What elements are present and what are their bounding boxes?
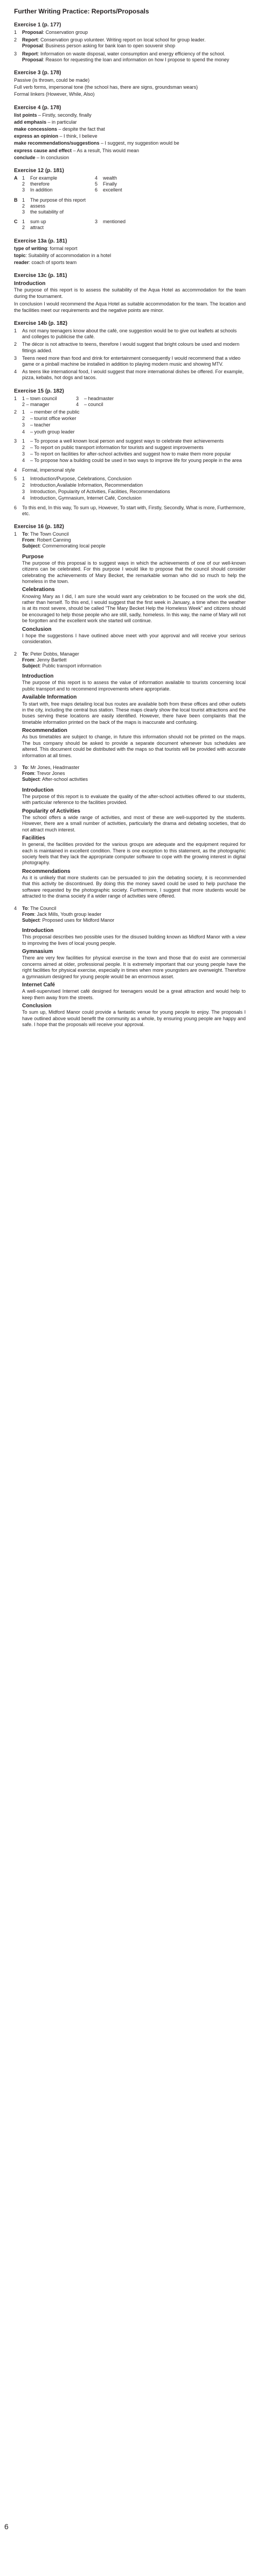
memo-header-line [22, 765, 246, 771]
exercise-title: Exercise 12 (p. 181) [14, 168, 64, 174]
answer-number [95, 197, 103, 203]
exercise-title: Exercise 13c (p. 181) [14, 273, 67, 279]
memo-label: From [22, 537, 34, 543]
item-label: Proposal [22, 56, 43, 62]
answer-grid [14, 197, 246, 216]
label-line [14, 155, 246, 161]
answer-number: 2 [22, 225, 25, 231]
sub-item-number: 3 [22, 489, 25, 495]
answer-number: 3 [22, 209, 25, 215]
numbered-item [14, 409, 246, 436]
report-heading: Recommendations [22, 868, 71, 874]
item-body [22, 328, 246, 340]
memo-header-line [22, 657, 246, 663]
exercise-title: Exercise 1 (p. 177) [14, 22, 61, 28]
memo-text: : Peter Dobbs, Manager [27, 651, 79, 657]
memo-header-line [22, 531, 246, 537]
numbered-item [14, 30, 246, 35]
sub-item [22, 445, 246, 451]
sub-item-text: – To propose a well known local person and suggest ways to celebrate their achievements [30, 438, 224, 444]
exercise-title: Exercise 4 (p. 178) [14, 104, 61, 111]
memo-label: Subject [22, 917, 40, 923]
text-line: Passive (is thrown, could be made) [14, 77, 90, 83]
answer-number: 2 [14, 651, 17, 657]
sub-item [22, 495, 246, 501]
sub-item [22, 482, 246, 488]
answer-grid [14, 219, 246, 231]
sub-item-number: 4 [22, 458, 25, 464]
sub-item [22, 489, 246, 495]
answer-body [22, 765, 246, 901]
item-text: The décor is not attractive to teens, therefore I would suggest that bright colours be used and modern fittings added. [22, 341, 240, 353]
sub-item [22, 422, 246, 428]
item-line [22, 51, 246, 57]
item-body [22, 355, 246, 367]
spacer [22, 783, 246, 785]
memo-label: Subject [22, 663, 40, 669]
label-line [14, 112, 246, 118]
pair-label: make concessions [14, 126, 58, 132]
item-body [22, 467, 246, 473]
exercise-section [14, 22, 246, 63]
item-body [22, 51, 246, 63]
answer-number: 5 [95, 181, 98, 187]
item-text: : Business person asking for bank loan to open souvenir shop [43, 43, 176, 49]
spacer [22, 669, 246, 671]
memo-header-line [22, 777, 246, 782]
memo-text: : Mr Jones, Headmaster [27, 764, 80, 770]
answer-number: 1 [14, 531, 17, 537]
answer-number: 1 [14, 395, 17, 401]
sub-item [22, 409, 246, 415]
pair-label: list points [14, 112, 37, 118]
item-line [22, 355, 246, 367]
memo-header-line [22, 537, 246, 543]
report-heading: Purpose [22, 553, 44, 560]
answer-text: For example [30, 175, 58, 181]
memo-header-line [22, 771, 246, 777]
item-number: 3 [14, 355, 17, 361]
answer-text: sum up [30, 219, 46, 225]
answer-number: 6 [95, 187, 98, 193]
item-text: : Conservation group volunteer. Writing report on local school for group leader. [38, 37, 206, 43]
numbered-item [14, 438, 246, 465]
memo-label: Subject [22, 777, 40, 782]
report-heading: Available Information [22, 694, 77, 701]
memo-text: : The Council [27, 905, 57, 911]
answer-text: 1 – town council [22, 395, 57, 401]
model-answer [14, 765, 246, 901]
answer-number: 4 [95, 175, 98, 181]
pair-label: conclude [14, 154, 36, 160]
label-line [14, 253, 246, 259]
pair-label: add emphasis [14, 119, 47, 125]
paragraph-heading: Introduction [14, 281, 46, 287]
memo-header-line [22, 906, 246, 912]
pair-label: express cause and effect [14, 147, 72, 153]
report-paragraph: The school offers a wide range of activities, and most of these are well-supported by the students. However, there are a small number of activities, particularly the drama and debating societies, that do not attract much interest. [22, 814, 246, 832]
answer-number: 4 [14, 905, 17, 911]
sub-item-number: 2 [22, 482, 25, 488]
item-number: 4 [14, 467, 17, 473]
sub-item [22, 458, 246, 464]
numbered-item [14, 37, 246, 49]
report-heading: Popularity of Activities [22, 808, 80, 814]
report-heading: Introduction [22, 787, 54, 793]
group-letter: C [14, 219, 18, 225]
pair-text: – despite the fact that [57, 126, 105, 132]
exercise-title: Exercise 3 (p. 178) [14, 70, 61, 76]
item-number: 2 [14, 409, 17, 415]
sub-item-text: – To report on public transport information for tourists and suggest improvements [30, 444, 204, 450]
pair-label: reader [14, 260, 29, 266]
item-text: As teens like international food, I would suggest that more international dishes be offered. For example, pizza, kebabs, hot dogs and tacos. [22, 369, 244, 381]
report-paragraph: The purpose of this report is to assess the value of information available to tourists concerning local public transport and to recommend improvements where appropriate. [22, 680, 246, 692]
report-heading: Facilities [22, 835, 45, 841]
report-paragraph: The purpose of this report is to evaluate the quality of the after-school activities offered to our students, with particular reference to the facilities provided. [22, 793, 246, 806]
memo-header-line [22, 663, 246, 669]
answer-text: mentioned [103, 219, 126, 225]
pair-text: – As a result, This would mean [72, 147, 139, 153]
sub-item-number: 1 [22, 409, 25, 415]
exercise-title: Exercise 16 (p. 182) [14, 523, 64, 530]
answer-text: – headmaster [84, 395, 114, 401]
item-number: 2 [14, 37, 17, 43]
item-body [22, 409, 246, 436]
memo-header-line [22, 543, 246, 549]
exercise-section [14, 105, 246, 161]
item-line [22, 43, 246, 49]
sub-item-text: – tourist office worker [30, 416, 77, 422]
sub-item-number: 4 [22, 495, 25, 501]
report-paragraph: As bus timetables are subject to change, in future this information should not be printed on the maps. The bus company should be asked to provide a separate document whenever bus schedules are altered. This document could be distributed with the maps so that tourists will be provided with accurate information at all times. [22, 734, 246, 758]
item-label: Report [22, 51, 38, 56]
answer-number: 2 [22, 181, 25, 187]
answer-number: 4 [76, 401, 79, 407]
pair-label: type of writing [14, 245, 47, 251]
answer-number: 3 [22, 187, 25, 193]
group-letter [14, 181, 22, 187]
pair-text: – Firstly, secondly, finally [37, 112, 92, 118]
sub-item [22, 476, 246, 482]
group-letter [14, 225, 22, 231]
paragraph: In conclusion I would recommend the Aqua Hotel as suitable accommodation for the team. The location and the facilities meet our requirements and the negative points are minor. [14, 301, 246, 313]
document [14, 8, 246, 1034]
model-answer [14, 651, 246, 760]
sub-item [22, 416, 246, 422]
answer-text: therefore [30, 181, 50, 187]
numbered-item [14, 328, 246, 340]
report-paragraph: There are very few facilities for physical exercise in the town and those that do exist are commercial concerns aimed at older, professional people. It is extremely important that our young people have the right facilities for physical exercise, especially in times when more youngsters are overweight. Therefore a gymnasium designed for young people would be an enormous asset. [22, 955, 246, 979]
memo-label: To [22, 764, 28, 770]
answer-number: 2 [22, 203, 25, 209]
answer-body [22, 651, 246, 760]
item-number: 5 [14, 475, 17, 481]
numbered-item [14, 341, 246, 353]
memo-label: Subject [22, 543, 40, 549]
answer-number: 1 [22, 197, 25, 203]
sub-item-text: Introduction, Popularity of Activities, Facilities, Recommendations [30, 489, 170, 495]
memo-label: To [22, 905, 28, 911]
label-line [14, 246, 246, 252]
sub-item-number: 1 [22, 438, 25, 444]
answer-text: 2 – manager [22, 401, 50, 407]
text-line: Full verb forms, impersonal tone (the school has, there are signs, groundsman wears) [14, 84, 198, 90]
pair-label: express an opinion [14, 133, 59, 139]
answer-text: – council [84, 401, 103, 407]
answer-number: 3 [76, 395, 79, 401]
memo-text: : Jenny Bartlett [34, 657, 67, 663]
item-line [22, 341, 246, 353]
item-label: Report [22, 37, 38, 43]
sub-item-text: – teacher [30, 422, 51, 428]
sub-item-number: 2 [22, 444, 25, 450]
memo-header-line [22, 912, 246, 917]
sub-item-number: 2 [22, 416, 25, 422]
report-heading: Conclusion [22, 1003, 52, 1009]
pair-text: : Suitability of accommodation in a hotel [25, 252, 112, 258]
numbered-item [14, 369, 246, 381]
numbered-item [14, 355, 246, 367]
pair-label: make recommendations/suggestions [14, 140, 100, 146]
answer-number: 3 [14, 764, 17, 770]
paragraph: The purpose of this report is to assess the suitability of the Aqua Hotel as accommodation for the team during the tournament. [14, 287, 246, 299]
answer-text: attract [30, 225, 44, 231]
sub-item-text: – member of the public [30, 409, 80, 415]
answer-number: 1 [22, 175, 25, 181]
report-paragraph: This proposal describes two possible uses for the disused building known as Midford Manor with a view to improving the lives of local young people. [22, 934, 246, 946]
label-line [14, 260, 246, 266]
exercise-title: Exercise 14b (p. 182) [14, 320, 67, 326]
memo-label: To [22, 531, 28, 537]
report-heading: Recommendation [22, 728, 67, 734]
memo-header-line [22, 651, 246, 657]
report-heading: Conclusion [22, 626, 52, 632]
answer-number: 3 [95, 219, 98, 225]
document-title: Further Writing Practice: Reports/Proposals [14, 8, 149, 15]
exercise-section [14, 238, 246, 266]
report-paragraph: As it is unlikely that more students can be persuaded to join the debating society, it is recommended that this activity be discontinued. By doing this the money saved could be used to help purchase the software requested by the photographic society. Furthermore, I suggest that more students would be attracted to the drama society if a wider range of activities were offered. [22, 875, 246, 899]
item-line [22, 328, 246, 340]
item-text: : Information on waste disposal, water consumption and energy efficiency of the school. [38, 51, 226, 56]
item-body [22, 438, 246, 465]
report-heading: Internet Café [22, 982, 55, 988]
memo-text: : Trevor Jones [34, 771, 65, 777]
memo-header-line [22, 917, 246, 923]
sub-item-text: – To report on facilities for after-school activities and suggest how to make them more popular [30, 451, 231, 457]
lettered-group [14, 175, 246, 194]
sub-item [22, 438, 246, 444]
answer-text: The purpose of this report [30, 197, 86, 203]
item-line [22, 37, 246, 43]
answer-number [95, 209, 103, 215]
answer-text: the suitability of [30, 209, 64, 215]
sub-item-number: 3 [22, 451, 25, 457]
memo-text: : Public transport information [39, 663, 102, 669]
sub-item [22, 451, 246, 457]
item-number: 1 [14, 30, 17, 35]
report-paragraph: Knowing Mary as I did, I am sure she would want any celebration to be focused on the work she did, rather than herself. To this end, I would suggest that the first week in January, a time when the weather is at its most severe, should be called "The Mary Becket Help the Homeless Week" and citizens should be encouraged to help those people who are still, sadly, homeless. In this way, the name of Mary will not be forgotten and the excellent work she started will continue. [22, 593, 246, 624]
lettered-group [14, 197, 246, 216]
numbered-item [14, 51, 246, 63]
exercise-section [14, 388, 246, 517]
sub-item-text: – To propose how a building could be used in two ways to improve life for young people in the area [30, 458, 242, 464]
pair-text: – In conclusion [35, 154, 70, 160]
answer-text: In addition [30, 187, 53, 193]
exercise-section [14, 524, 246, 1030]
answer-text: Finally [103, 181, 117, 187]
answer-number [14, 402, 22, 408]
item-text: Formal, impersonal style [22, 467, 75, 473]
lettered-group [14, 219, 246, 231]
item-body [22, 341, 246, 353]
sub-item-number: 4 [22, 429, 25, 435]
sub-item-number: 3 [22, 422, 25, 428]
memo-label: From [22, 771, 34, 777]
group-letter: B [14, 197, 18, 203]
pair-text: – I suggest, my suggestion would be [99, 140, 179, 146]
item-line [22, 369, 246, 381]
label-line [14, 133, 246, 139]
report-heading: Introduction [22, 928, 54, 934]
answer-body [22, 531, 246, 647]
answer-grid [14, 175, 246, 194]
group-letter [14, 203, 22, 209]
answer-body [22, 906, 246, 1030]
sub-item-text: Introduction, Gymnasium, Internet Café, Conclusion [30, 495, 142, 501]
label-line [14, 148, 246, 154]
sub-item-text: Introduction,Available Information, Recommendation [30, 482, 143, 488]
item-label: Proposal [22, 43, 43, 49]
model-answer [14, 906, 246, 1030]
memo-label: From [22, 657, 34, 663]
answer-number: 1 [22, 219, 25, 225]
pair-text: – I think, I believe [58, 133, 98, 139]
group-letter: A [14, 175, 18, 181]
spacer [22, 550, 246, 552]
report-paragraph: To start with, free maps detailing local bus routes are available both from these offices and other outlets in the city, including the central bus station. These maps clearly show the local tourist attractions and the buses serving these locations are easily identified. However, there have been complaints that the timetable information printed on the back of the maps is inaccurate and confusing. [22, 701, 246, 725]
item-text: Teens need more than food and drink for entertainment consequently I would recommend that a video game or a pinball machine be installed in addition to playing modern music and showing MTV. [22, 355, 241, 367]
group-letter [14, 187, 22, 193]
item-body [22, 369, 246, 381]
numbered-item [14, 476, 246, 502]
item-number: 3 [14, 51, 17, 56]
item-number: 4 [14, 369, 17, 375]
item-body [22, 30, 246, 35]
label-line [14, 126, 246, 132]
item-body [22, 505, 246, 517]
answer-text: wealth [103, 175, 117, 181]
report-paragraph: A well-supervised Internet café designed for teenagers would be a great attraction and would help to keep them away from the streets. [22, 988, 246, 1000]
answer-text [103, 209, 246, 215]
report-paragraph: To sum up, Midford Manor could provide a fantastic venue for young people to enjoy. The proposals I have outlined above would benefit the community as a whole, by ensuring young people are happy and safe. I hope that the proposals will receive your approval. [22, 1009, 246, 1028]
numbered-item [14, 467, 246, 473]
label-line [14, 140, 246, 146]
item-text: : Reason for requesting the loan and information on how I propose to spend the money [43, 56, 230, 62]
memo-label: From [22, 911, 34, 917]
label-line [14, 119, 246, 125]
answer-text [103, 197, 246, 203]
memo-text: : The Town Council [27, 531, 69, 537]
memo-label: To [22, 651, 28, 657]
item-number: 2 [14, 341, 17, 347]
answer-text: excellent [103, 187, 122, 193]
sub-item-text: Introduction/Purpose, Celebrations, Conclusion [30, 475, 132, 481]
item-line [22, 30, 246, 35]
item-text: To this end, In this way, To sum up, However, To start with, Firstly, Secondly, What is more, Furthermore, etc. [22, 504, 246, 516]
sub-item-number: 1 [22, 475, 25, 481]
exercise-section [14, 70, 246, 98]
answer-number [95, 225, 103, 231]
exercise-section [14, 168, 246, 231]
memo-text: : Robert Canning [34, 537, 71, 543]
item-number: 6 [14, 504, 17, 510]
report-heading: Gymnasium [22, 949, 53, 955]
memo-text: : Jack Mills, Youth group leader [34, 911, 102, 917]
exercise-title: Exercise 13a (p. 181) [14, 238, 67, 244]
pair-label: topic [14, 252, 26, 258]
text-line: Formal linkers (However, While, Also) [14, 91, 95, 97]
report-paragraph: In general, the facilities provided for the various groups are adequate and the equipment required for each is maintained in excellent condition. There is one exception to this statement, as the photographic society feels that they lack the appropriate computer software to cope with the growing interest in digital photography. [22, 842, 246, 866]
sub-item-text: – youth group leader [30, 429, 75, 435]
item-label: Proposal [22, 30, 43, 35]
numbered-item [14, 505, 246, 517]
item-number: 1 [14, 328, 17, 333]
pair-text: : formal report [47, 245, 78, 251]
answer-number [95, 203, 103, 209]
item-body [22, 476, 246, 502]
report-heading: Celebrations [22, 587, 55, 593]
item-text: As not many teenagers know about the café, one suggestion would be to give out leaflets at schools and colleges to publicise the café. [22, 328, 237, 340]
answer-text [103, 225, 246, 231]
item-text: : Conservation group [43, 30, 88, 35]
pair-text: : coach of sports team [29, 260, 77, 266]
page-margin-mark: 6 [4, 2522, 9, 2531]
memo-text: : Proposed uses for Midford Manor [39, 917, 115, 923]
sub-item [22, 429, 246, 435]
exercise-section [14, 321, 246, 381]
model-answer [14, 531, 246, 647]
memo-text: : After-school activities [39, 777, 88, 782]
answer-grid [14, 396, 246, 408]
answer-text [103, 203, 246, 209]
spacer [22, 923, 246, 926]
pair-text: – in particular [46, 119, 77, 125]
item-number: 3 [14, 438, 17, 444]
report-paragraph: I hope the suggestions I have outlined above meet with your approval and will receive your serious consideration. [22, 632, 246, 645]
memo-text: : Commemorating local people [39, 543, 106, 549]
answer-text: assess [30, 203, 46, 209]
item-body [22, 37, 246, 49]
report-paragraph: The purpose of this proposal is to suggest ways in which the achievements of one of our well-known citizens can be celebrated. For this purpose I would like to propose that the council should consider celebrating the achievements of Mary Becket, the remarkable woman who did so much to help the homeless in the town. [22, 560, 246, 585]
report-heading: Introduction [22, 673, 54, 680]
sections-container [14, 22, 246, 1030]
group-letter [14, 209, 22, 215]
exercise-title: Exercise 15 (p. 182) [14, 388, 64, 394]
exercise-section [14, 273, 246, 314]
item-line [22, 57, 246, 63]
